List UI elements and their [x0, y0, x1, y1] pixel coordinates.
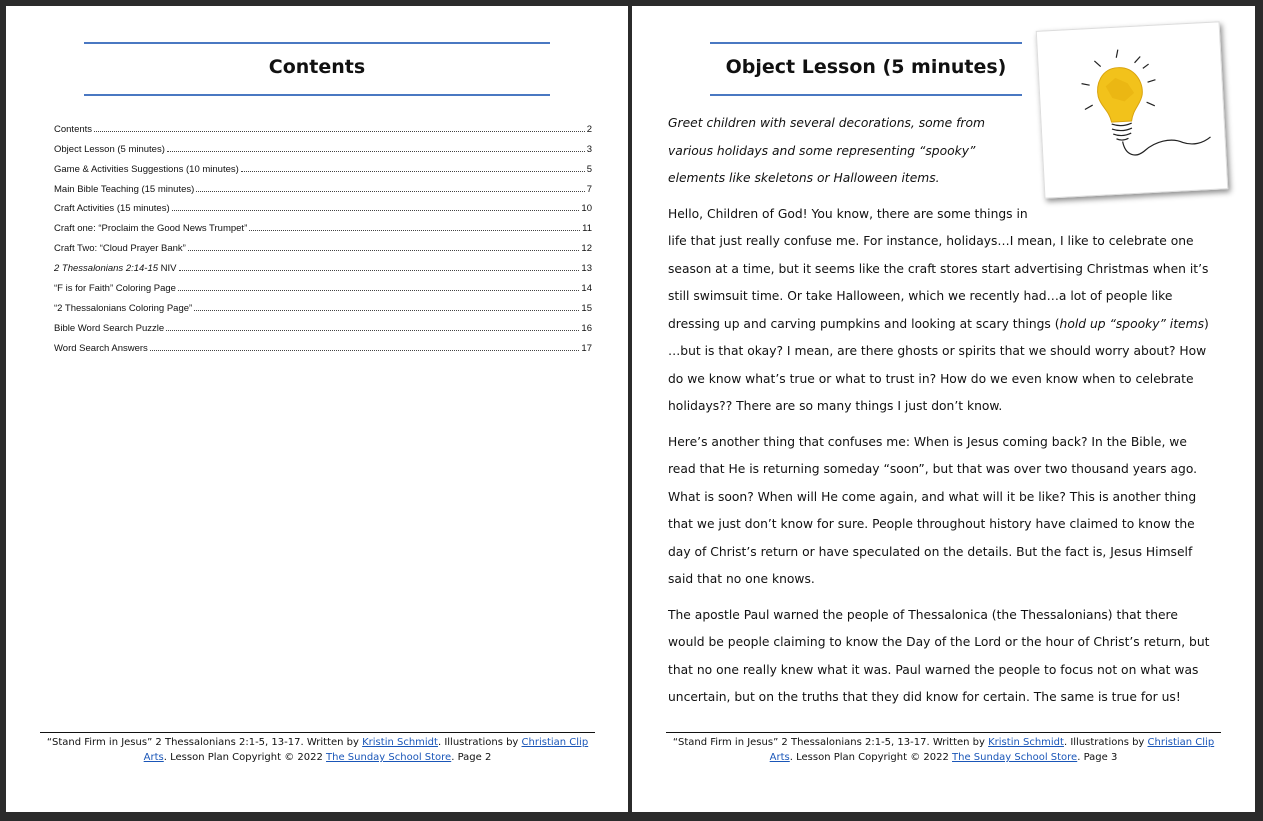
toc-entry-page: 17 [581, 342, 592, 354]
toc-entry-label: Craft Two: “Cloud Prayer Bank” [54, 243, 186, 255]
intro-line: various holidays and some representing “spooky” [668, 143, 976, 158]
toc-entry[interactable] [54, 115, 592, 135]
store-link[interactable]: The Sunday School Store [326, 752, 452, 763]
illustrator-link[interactable]: Arts [769, 752, 790, 763]
footer-text: . Lesson Plan Copyright © 2022 [163, 752, 327, 763]
toc-entry-page: 2 [586, 123, 592, 135]
toc-leader-dots [150, 350, 580, 351]
toc-entry[interactable] [54, 334, 592, 354]
toc-entry-page: 10 [581, 203, 592, 215]
intro-line: elements like skeletons or Halloween items. [668, 171, 940, 185]
table-of-contents [54, 115, 592, 354]
toc-entry-label-rest: NIV [158, 263, 177, 275]
toc-entry[interactable] [54, 175, 592, 195]
toc-entry[interactable] [54, 135, 592, 155]
footer-rule [40, 732, 595, 733]
illustrator-link[interactable]: Christian Clip [521, 737, 589, 748]
paragraph-1-text: ) …but is that okay? I mean, are there ghosts or spirits that we should worry about? How do we know what’s true or what to trust in? How do we even know when to celebrate holidays?? There are so many things I just don’t know. [668, 316, 1209, 413]
toc-entry-page: 7 [586, 183, 592, 195]
intro-line: Greet children with several decorations, some from [668, 116, 985, 130]
toc-entry-label: Word Search Answers [54, 342, 148, 354]
page-number: . Page 2 [451, 752, 492, 763]
toc-entry[interactable] [54, 274, 592, 294]
paragraph-2: Here’s another thing that confuses me: When is Jesus coming back? In the Bible, we read that He is returning someday “soon”, but that was over two thousand years ago. What is soon? When will He come again, and what will it be like? This is another thing that we just don’t know for sure. People throughout history have claimed to know the day of Christ’s return or have speculated on the details. But the fact is, Jesus Himself said that no one knows. [668, 434, 1198, 586]
toc-entry[interactable] [54, 254, 592, 274]
toc-entry-label-italic: 2 Thessalonians 2:14-15 [54, 263, 159, 275]
toc-entry-page: 11 [582, 223, 592, 235]
lesson-body [668, 110, 1218, 720]
paragraph-3: The apostle Paul warned the people of Thessalonica (the Thessalonians) that there would be people claiming to know the Day of the Lord or the hour of Christ’s return, but that no one really knew what it was. Paul warned the people to focus not on what was uncertain, but on the truths that they did know for certain. The same is true for us! [668, 607, 1210, 704]
toc-entry-page: 14 [581, 283, 592, 295]
toc-entry-label: Bible Word Search Puzzle [54, 322, 165, 334]
toc-entry-label: Craft Activities (15 minutes) [54, 203, 170, 215]
paragraph-1-text: life that just really confuse me. For instance, holidays…I mean, I like to celebrate one season at a time, but it seems like the craft stores start advertising Christmas when it’s still swimsuit time. Or take Halloween, which we recently had…a lot of people like dressing up and carving pumpkins and looking at scary things ( [668, 234, 1209, 331]
toc-leader-dots [241, 171, 585, 172]
illustrator-link[interactable]: Christian Clip [1147, 737, 1215, 748]
footer [40, 735, 595, 765]
paragraph-1-first-line: Hello, Children of God! You know, there are some things in [668, 206, 1028, 221]
page-title: Object Lesson (5 minutes) [725, 56, 1007, 78]
author-link[interactable]: Kristin Schmidt [362, 737, 438, 748]
footer-text: “Stand Firm in Jesus” 2 Thessalonians 2:1-5, 13-17. Written by [46, 737, 363, 748]
heading-rule-top [84, 42, 550, 44]
toc-leader-dots [194, 310, 579, 311]
toc-leader-dots [188, 250, 580, 251]
stage-direction: hold up “spooky” items [1059, 316, 1204, 331]
footer-text: . Lesson Plan Copyright © 2022 [789, 752, 953, 763]
toc-leader-dots [166, 330, 579, 331]
toc-entry-label [54, 263, 177, 274]
toc-entry-page: 16 [581, 322, 592, 334]
page-3 [632, 6, 1255, 812]
toc-entry-label: Object Lesson (5 minutes) [54, 143, 165, 155]
footer-rule [666, 732, 1221, 733]
paragraph-1 [668, 201, 1218, 421]
toc-entry[interactable] [54, 314, 592, 334]
toc-leader-dots [249, 230, 580, 231]
page-title: Contents [268, 56, 366, 78]
footer-text: . Illustrations by [1063, 737, 1148, 748]
toc-entry-page: 12 [581, 243, 592, 255]
heading-rule-top [710, 42, 1022, 44]
footer [666, 735, 1221, 765]
toc-entry[interactable] [54, 234, 592, 254]
toc-entry-label: Main Bible Teaching (15 minutes) [54, 183, 195, 195]
toc-entry-page: 5 [586, 163, 592, 175]
toc-leader-dots [196, 191, 584, 192]
toc-entry-label: “F is for Faith” Coloring Page [54, 283, 176, 295]
footer-text: . Illustrations by [437, 737, 522, 748]
toc-leader-dots [178, 290, 579, 291]
author-link[interactable]: Kristin Schmidt [988, 737, 1064, 748]
store-link[interactable]: The Sunday School Store [952, 752, 1078, 763]
toc-entry[interactable] [54, 214, 592, 234]
toc-leader-dots [94, 131, 585, 132]
toc-entry-label: Game & Activities Suggestions (10 minutes) [54, 163, 239, 175]
page-2 [6, 6, 628, 812]
heading-rule-bottom [84, 94, 550, 96]
toc-entry-label: Craft one: “Proclaim the Good News Trumpet” [54, 223, 248, 235]
illustrator-link[interactable]: Arts [143, 752, 164, 763]
toc-entry-page: 3 [586, 143, 592, 155]
toc-leader-dots [172, 210, 580, 211]
toc-entry-label: Contents [54, 123, 93, 135]
toc-entry-page: 15 [581, 302, 592, 314]
toc-leader-dots [167, 151, 585, 152]
heading-rule-bottom [710, 94, 1022, 96]
toc-entry[interactable] [54, 195, 592, 215]
toc-entry-page: 13 [581, 263, 592, 275]
page-number: . Page 3 [1077, 752, 1118, 763]
footer-text: “Stand Firm in Jesus” 2 Thessalonians 2:1-5, 13-17. Written by [672, 737, 989, 748]
toc-entry[interactable] [54, 294, 592, 314]
toc-entry[interactable] [54, 155, 592, 175]
toc-leader-dots [179, 270, 580, 271]
intro-instructions [668, 110, 988, 193]
toc-entry-label: “2 Thessalonians Coloring Page” [54, 302, 193, 314]
